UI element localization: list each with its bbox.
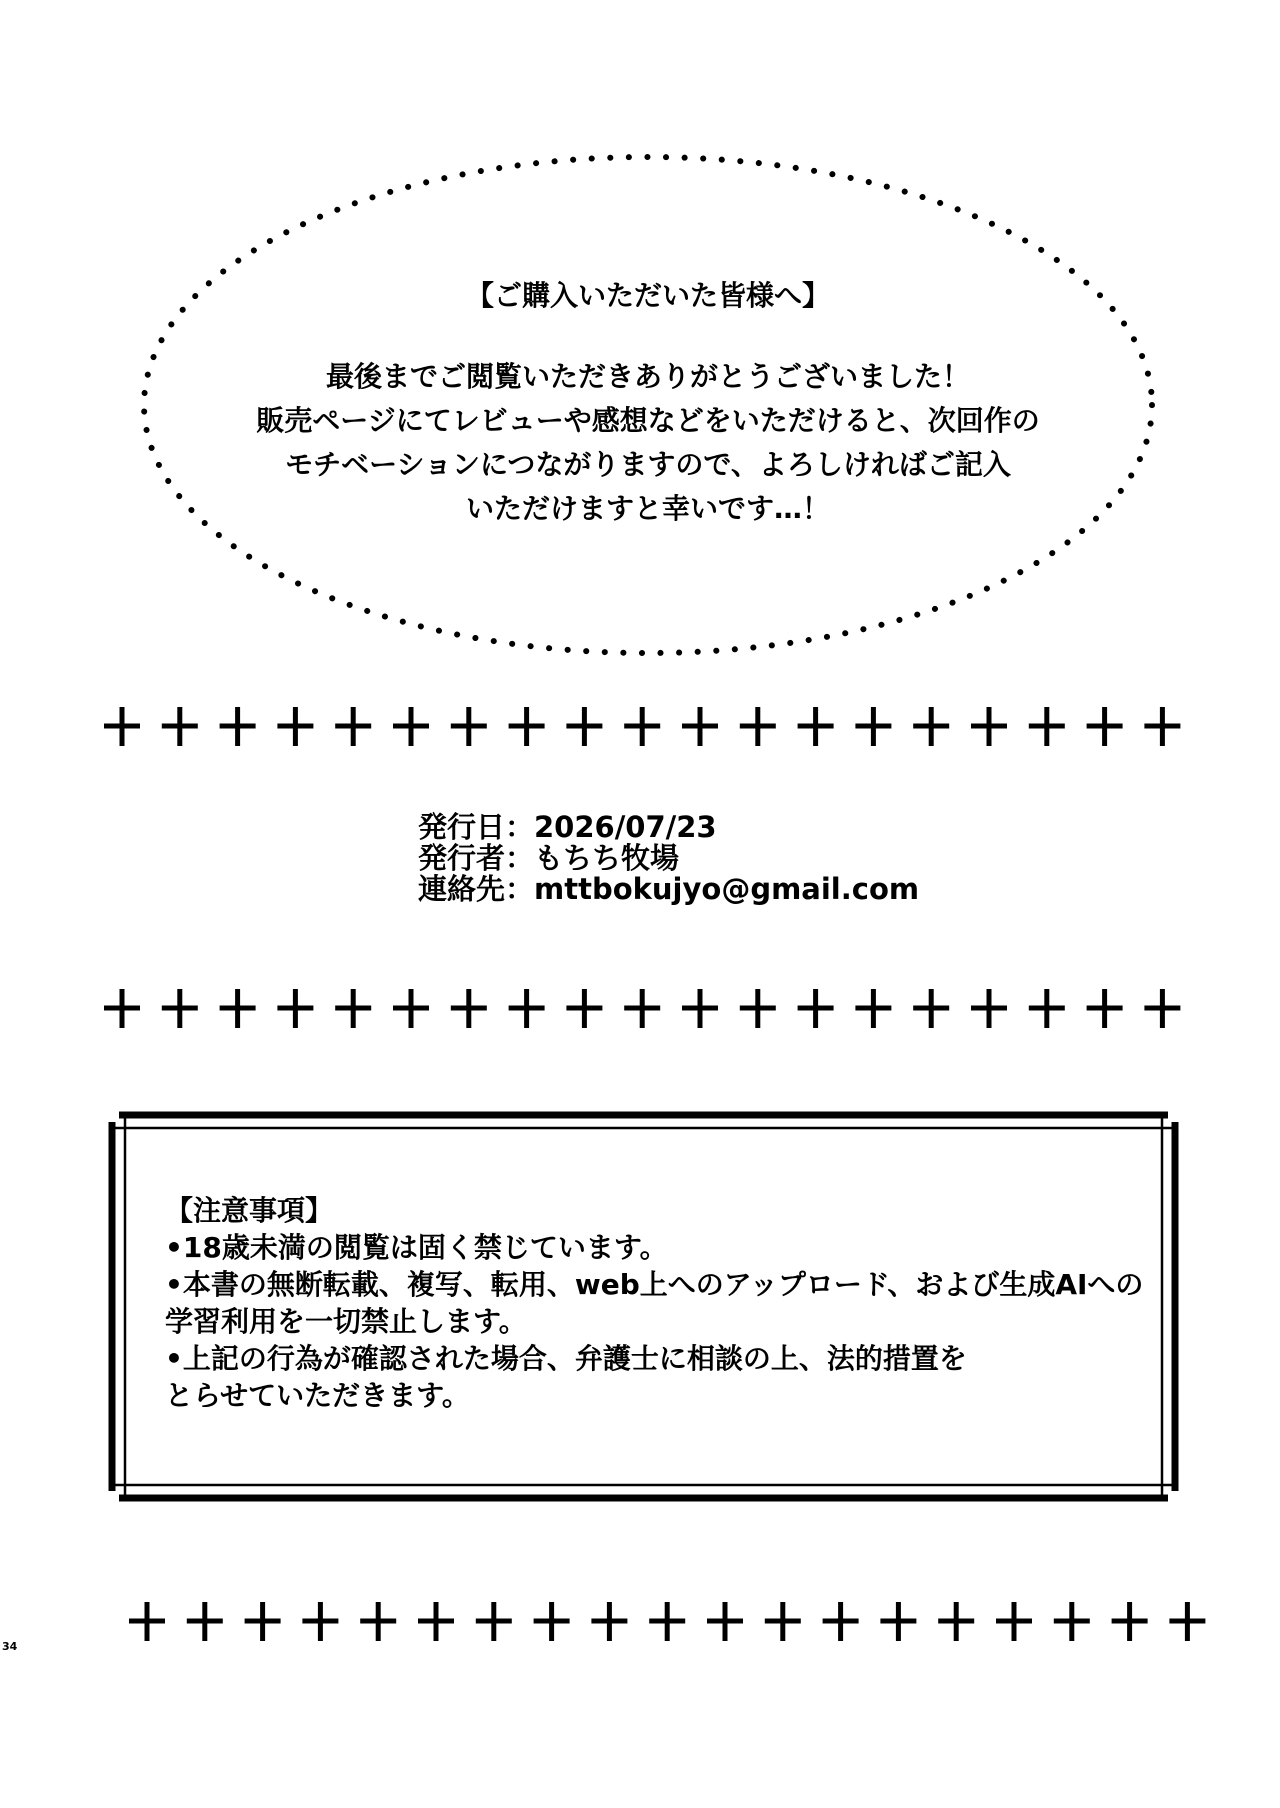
cross-icon <box>938 1602 974 1641</box>
page-number-text: 34 <box>2 1640 18 1653</box>
cross-icon <box>855 989 891 1028</box>
cross-icon <box>1087 989 1123 1028</box>
cross-icon <box>1144 989 1180 1028</box>
thank-you-line: 最後までご閲覧いただきありがとうございました！ <box>325 360 970 393</box>
thank-you-line: 販売ページにてレビューや感想などをいただけると、次回作の <box>256 404 1040 437</box>
cross-icon <box>451 707 487 746</box>
cross-icon <box>707 1602 743 1641</box>
cross-divider-top <box>0 700 1280 752</box>
cross-icon <box>823 1602 859 1641</box>
cross-icon <box>740 707 776 746</box>
cross-icon <box>393 989 429 1028</box>
thank-you-line: モチベーションにつながりますので、よろしければご記入 <box>285 448 1011 481</box>
cross-icon <box>913 989 949 1028</box>
cross-icon <box>335 989 371 1028</box>
issue-date: 発行日：2026/07/23 <box>418 810 717 844</box>
cross-icon <box>162 989 198 1028</box>
cross-icon <box>1029 707 1065 746</box>
cross-icon <box>104 707 140 746</box>
cross-icon <box>765 1602 801 1641</box>
cross-icon <box>335 707 371 746</box>
cross-icon <box>1112 1602 1148 1641</box>
notice-text <box>165 1192 1143 1414</box>
notice-line: とらせていただきます。 <box>165 1379 470 1412</box>
cross-icon <box>971 989 1007 1028</box>
thank-you-message <box>138 150 1158 660</box>
notice-line: •上記の行為が確認された場合、弁護士に相談の上、法的措置を <box>165 1342 967 1375</box>
cross-icon <box>566 707 602 746</box>
cross-icon <box>996 1602 1032 1641</box>
cross-icon <box>509 707 545 746</box>
cross-icon <box>798 989 834 1028</box>
cross-icon <box>880 1602 916 1641</box>
cross-icon <box>566 989 602 1028</box>
cross-icon <box>302 1602 338 1641</box>
cross-icon <box>624 707 660 746</box>
thank-you-body <box>138 355 1158 531</box>
cross-icon <box>1169 1602 1205 1641</box>
cross-icon <box>1054 1602 1090 1641</box>
cross-icon <box>162 707 198 746</box>
cross-icon <box>187 1602 223 1641</box>
thank-you-oval <box>138 150 1158 660</box>
cross-divider-bottom <box>0 1595 1280 1647</box>
cross-icon <box>649 1602 685 1641</box>
cross-icon <box>277 989 313 1028</box>
cross-icon <box>509 989 545 1028</box>
notice-line: •18歳未満の閲覧は固く禁じています。 <box>165 1231 668 1264</box>
cross-icon <box>682 989 718 1028</box>
notice-line: 学習利用を一切禁止します。 <box>165 1305 527 1338</box>
page-number <box>2 1640 18 1653</box>
cross-icon <box>393 707 429 746</box>
notice-title: 【注意事項】 <box>165 1194 334 1227</box>
cross-icon <box>1087 707 1123 746</box>
cross-icon <box>855 707 891 746</box>
cross-icon <box>277 707 313 746</box>
publisher: 発行者：もちち牧場 <box>418 841 680 875</box>
cross-icon <box>418 1602 454 1641</box>
cross-icon <box>129 1602 165 1641</box>
thank-you-heading: 【ご購入いただいた皆様へ】 <box>465 279 830 312</box>
cross-icon <box>682 707 718 746</box>
publication-info <box>418 812 919 905</box>
cross-icon <box>360 1602 396 1641</box>
cross-icon <box>534 1602 570 1641</box>
cross-icon <box>624 989 660 1028</box>
cross-icon <box>591 1602 627 1641</box>
cross-icon <box>1144 707 1180 746</box>
thank-you-line: いただけますと幸いです…！ <box>465 492 830 525</box>
cross-icon <box>220 707 256 746</box>
cross-icon <box>798 707 834 746</box>
cross-icon <box>740 989 776 1028</box>
cross-icon <box>971 707 1007 746</box>
cross-icon <box>476 1602 512 1641</box>
notice-line: •本書の無断転載、複写、転用、web上へのアップロード、および生成AIへの <box>165 1268 1144 1301</box>
cross-divider-middle <box>0 982 1280 1034</box>
cross-icon <box>451 989 487 1028</box>
contact-email: 連絡先：mttbokujyo@gmail.com <box>418 872 920 906</box>
cross-icon <box>913 707 949 746</box>
cross-icon <box>220 989 256 1028</box>
cross-icon <box>104 989 140 1028</box>
cross-icon <box>245 1602 281 1641</box>
cross-icon <box>1029 989 1065 1028</box>
